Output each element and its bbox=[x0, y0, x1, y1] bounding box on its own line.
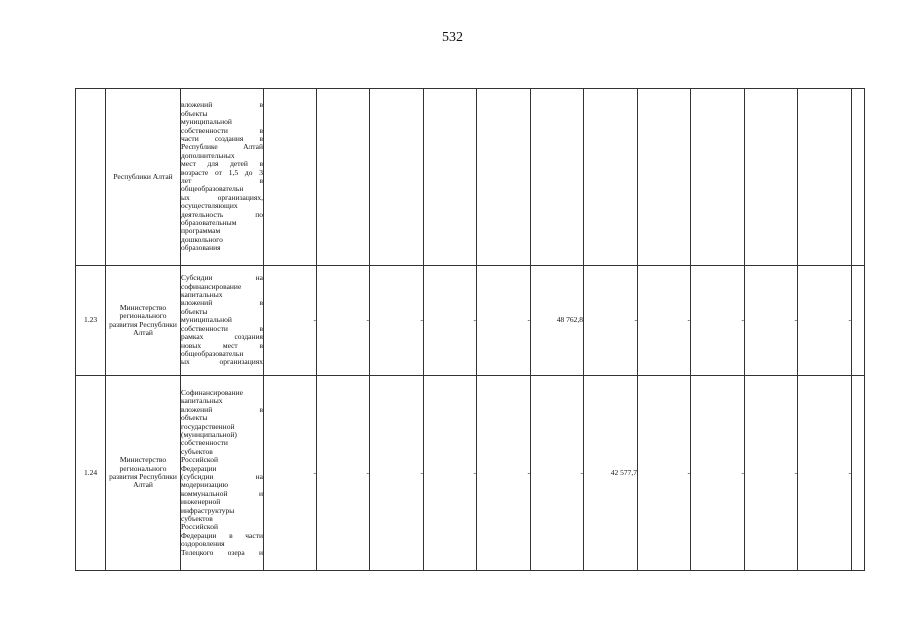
description-line: вложений в bbox=[181, 299, 263, 308]
description-line: лет в bbox=[181, 177, 263, 185]
budget-table bbox=[75, 88, 865, 571]
description-line: образования bbox=[181, 244, 221, 253]
value-cell bbox=[852, 266, 865, 376]
value-cell bbox=[638, 89, 691, 266]
value-cell bbox=[477, 89, 531, 266]
value-cell bbox=[370, 89, 424, 266]
description-line: образовательным bbox=[181, 219, 237, 228]
description-line: ых организациях bbox=[181, 358, 263, 367]
value-cell: - bbox=[638, 376, 691, 571]
table-row bbox=[76, 89, 865, 266]
description-line: Российской bbox=[181, 523, 218, 532]
organization-cell: Республики Алтай bbox=[106, 89, 181, 266]
value-cell bbox=[852, 376, 865, 571]
value-cell: - bbox=[317, 376, 370, 571]
description-line: капитальных bbox=[181, 397, 223, 406]
description-line: Телецкого озера и bbox=[181, 548, 263, 557]
value-cell: - bbox=[424, 376, 477, 571]
value-cell: - bbox=[317, 266, 370, 376]
description-line: собственности bbox=[181, 439, 228, 448]
table-row bbox=[76, 266, 865, 376]
description-line: рамках создания bbox=[181, 333, 263, 342]
description-line: муниципальной bbox=[181, 118, 232, 127]
organization-cell: Министерство регионального развития Республики Алтай bbox=[106, 266, 181, 376]
description-line: новых мест в bbox=[181, 341, 263, 350]
value-cell bbox=[264, 89, 317, 266]
value-cell: - bbox=[370, 266, 424, 376]
description-line: модернизацию bbox=[181, 481, 229, 490]
value-cell bbox=[691, 89, 745, 266]
row-number-cell: 1.24 bbox=[76, 376, 106, 571]
table-row bbox=[76, 376, 865, 571]
value-cell: - bbox=[798, 376, 852, 571]
value-cell: - bbox=[691, 376, 745, 571]
description-line: инженерной bbox=[181, 498, 221, 507]
value-cell bbox=[317, 89, 370, 266]
value-cell: - bbox=[264, 376, 317, 571]
value-cell: - bbox=[745, 376, 798, 571]
description-line: муниципальной bbox=[181, 316, 232, 325]
description-line: объекты bbox=[181, 414, 208, 423]
description-line: объекты bbox=[181, 109, 208, 118]
description-line: государственной bbox=[181, 422, 235, 431]
description-line: ых организациях, bbox=[181, 193, 263, 202]
description-line: объекты bbox=[181, 307, 208, 316]
value-cell: - bbox=[638, 266, 691, 376]
value-cell bbox=[798, 89, 852, 266]
description-line: коммунальной и bbox=[181, 489, 263, 498]
value-cell: - bbox=[424, 266, 477, 376]
description-cell bbox=[181, 89, 264, 266]
description-line: Софинансирование bbox=[181, 388, 243, 397]
description-line: Российской bbox=[181, 456, 218, 465]
value-cell bbox=[852, 89, 865, 266]
description-line: части создания в bbox=[181, 134, 263, 143]
description-cell bbox=[181, 266, 264, 376]
value-cell bbox=[424, 89, 477, 266]
value-cell: - bbox=[584, 266, 638, 376]
value-cell bbox=[531, 89, 584, 266]
description-line: собственности в bbox=[181, 126, 263, 135]
value-cell bbox=[584, 89, 638, 266]
organization-cell: Министерство регионального развития Республики Алтай bbox=[106, 376, 181, 571]
description-line: Субсидии на bbox=[181, 274, 263, 283]
description-line: Федерации bbox=[181, 464, 217, 473]
description-line: (муниципальной) bbox=[181, 430, 237, 439]
page-number: 532 bbox=[442, 30, 463, 45]
value-cell: - bbox=[370, 376, 424, 571]
value-cell: - bbox=[477, 266, 531, 376]
description-line: Федерации в части bbox=[181, 531, 263, 540]
value-cell: - bbox=[264, 266, 317, 376]
row-number-cell: 1.23 bbox=[76, 266, 106, 376]
value-cell: - bbox=[477, 376, 531, 571]
description-line: программам bbox=[181, 227, 221, 236]
value-cell: - bbox=[531, 376, 584, 571]
description-line: деятельность по bbox=[181, 210, 263, 219]
description-line: дополнительных bbox=[181, 151, 235, 160]
description-line: оздоровления bbox=[181, 540, 225, 549]
value-cell: - bbox=[745, 266, 798, 376]
description-line: осуществляющих bbox=[181, 202, 238, 211]
description-line: общеобразовательн bbox=[181, 349, 244, 358]
description-line: (субсидии на bbox=[181, 473, 263, 481]
description-line: субъектов bbox=[181, 447, 213, 456]
description-line: Республике Алтай bbox=[181, 143, 263, 152]
value-cell: 42 577,7 bbox=[584, 376, 638, 571]
description-line: капитальных bbox=[181, 291, 223, 300]
description-line: субъектов bbox=[181, 515, 213, 524]
description-line: вложений в bbox=[181, 405, 263, 414]
row-number-cell bbox=[76, 89, 106, 266]
description-line: вложений в bbox=[181, 101, 263, 110]
description-line: софинансирование bbox=[181, 282, 242, 291]
description-line: инфраструктуры bbox=[181, 506, 235, 515]
description-line: возрасте от 1,5 до 3 bbox=[181, 168, 263, 177]
value-cell: - bbox=[798, 266, 852, 376]
description-line: общеобразовательн bbox=[181, 185, 244, 194]
value-cell: 48 762,8 bbox=[531, 266, 584, 376]
description-line: собственности в bbox=[181, 324, 263, 333]
value-cell bbox=[745, 89, 798, 266]
description-line: дошкольного bbox=[181, 235, 223, 244]
description-cell bbox=[181, 376, 264, 571]
description-line: мест для детей в bbox=[181, 160, 263, 169]
value-cell: - bbox=[691, 266, 745, 376]
